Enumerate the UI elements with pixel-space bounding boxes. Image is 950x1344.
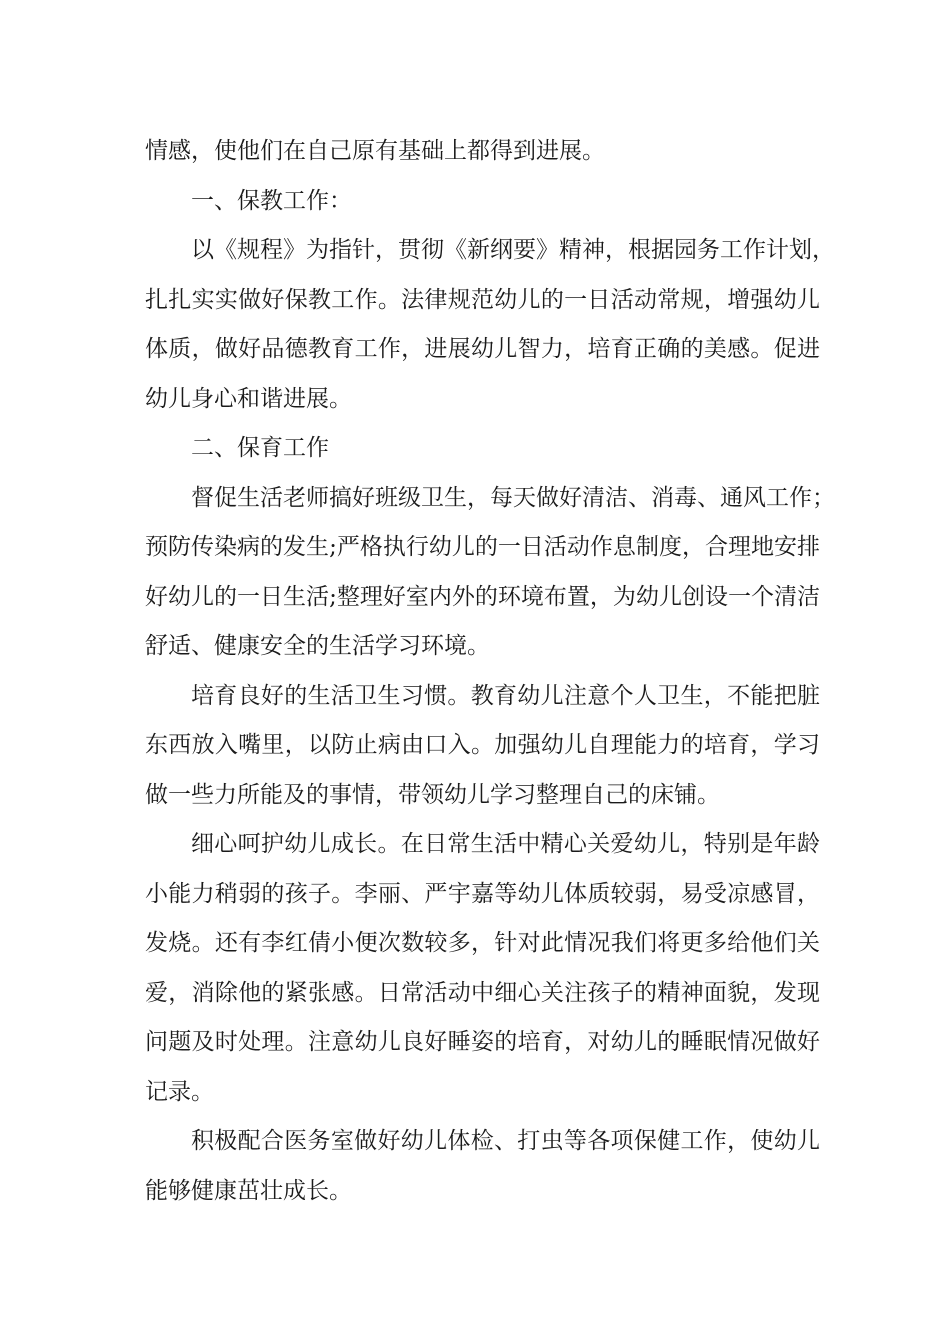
text-line: 督促生活老师搞好班级卫生，每天做好清洁、消毒、通风工作； [191,484,835,511]
document-body [145,127,835,1216]
text-line: 小能力稍弱的孩子。李丽、严宇嘉等幼儿体质较弱，易受凉感冒， [145,880,820,907]
text-line: 培育良好的生活卫生习惯。教育幼儿注意个人卫生，不能把脏 [191,682,820,709]
text-line: 细心呵护幼儿成长。在日常生活中精心关爱幼儿，特别是年龄 [191,831,820,857]
text-line: 体质，做好品德教育工作，进展幼儿智力，培育正确的美感。促进 [145,336,820,362]
text-line: 幼儿身心和谐进展。 [145,385,352,412]
text-line: 东西放入嘴里，以防止病由口入。加强幼儿自理能力的培育，学习 [145,732,820,758]
section-heading-baojiao: 一、保教工作： [191,187,352,214]
text-line: 情感，使他们在自己原有基础上都得到进展。 [145,138,605,164]
text-line: 扎扎实实做好保教工作。法律规范幼儿的一日活动常规，增强幼儿 [145,286,820,313]
text-line: 爱，消除他的紧张感。日常活动中细心关注孩子的精神面貌，发现 [145,979,820,1006]
text-line: 问题及时处理。注意幼儿良好睡姿的培育，对幼儿的睡眠情况做好 [145,1029,820,1055]
text-line: 预防传染病的发生;严格执行幼儿的一日活动作息制度，合理地安排 [145,534,820,560]
text-line: 舒适、健康安全的生活学习环境。 [145,633,490,659]
text-line: 好幼儿的一日生活;整理好室内外的环境布置，为幼儿创设一个清洁 [145,583,820,610]
text-line: 积极配合医务室做好幼儿体检、打虫等各项保健工作，使幼儿 [191,1128,820,1154]
text-line: 发烧。还有李红倩小便次数较多，针对此情况我们将更多给他们关 [145,930,820,956]
text-line: 做一些力所能及的事情，带领幼儿学习整理自己的床铺。 [145,781,720,808]
text-line: 记录。 [145,1078,214,1105]
text-line: 能够健康茁壮成长。 [145,1177,352,1204]
text-line: 以《规程》为指针，贯彻《新纲要》精神，根据园务工作计划， [191,237,835,263]
section-heading-baoyu: 二、保育工作 [191,435,329,461]
